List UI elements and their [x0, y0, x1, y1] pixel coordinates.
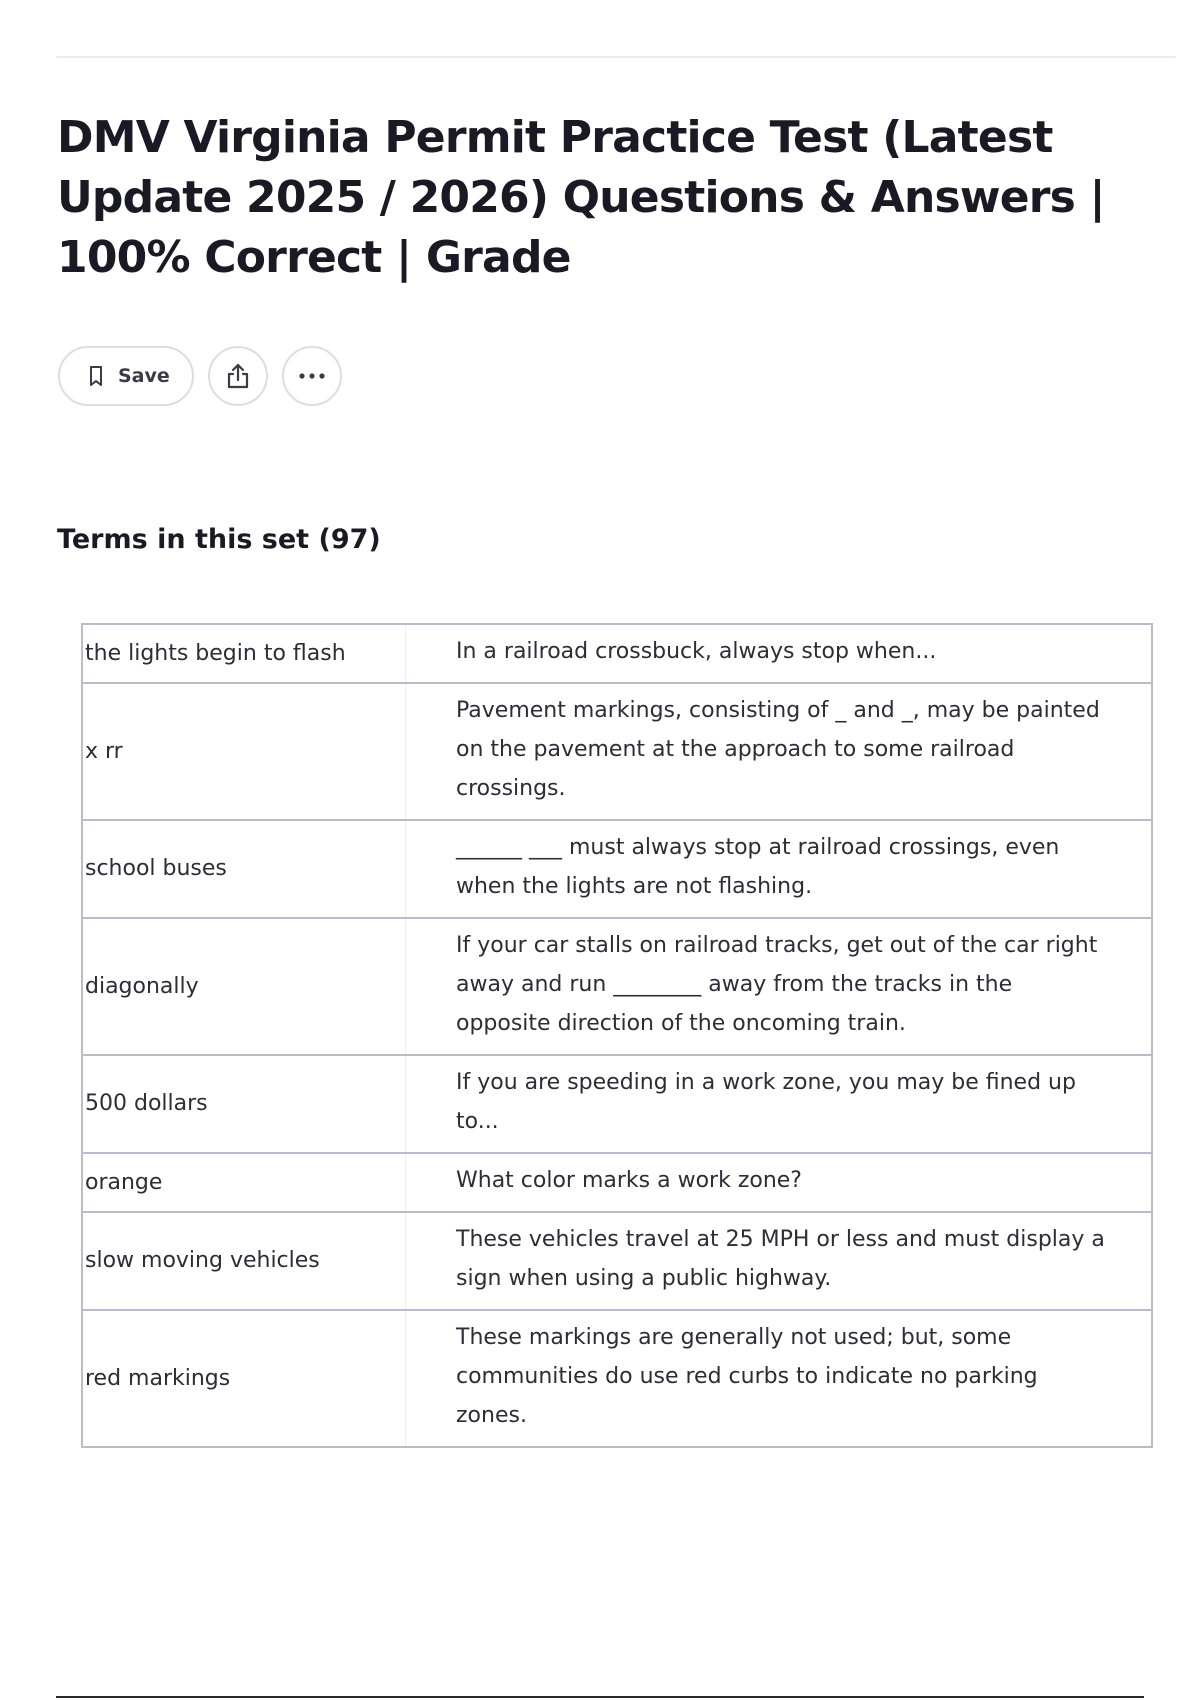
term-cell: diagonally [82, 918, 406, 1055]
term-cell: slow moving vehicles [82, 1212, 406, 1310]
definition-cell: Pavement markings, consisting of _ and _, may be painted on the pavement at the approach to some railroad crossings. [406, 683, 1153, 820]
definition-cell: If your car stalls on railroad tracks, get out of the car right away and run ________ away from the tracks in the opposite direction of the oncoming train. [406, 918, 1153, 1055]
more-options-button[interactable] [282, 346, 342, 406]
term-cell: 500 dollars [82, 1055, 406, 1153]
term-cell: red markings [82, 1310, 406, 1447]
definition-cell: If you are speeding in a work zone, you may be fined up to... [406, 1055, 1153, 1153]
table-row [82, 918, 1152, 1055]
page-title: DMV Virginia Permit Practice Test (Latest Update 2025 / 2026) Questions & Answers | 100% Correct | Grade [57, 112, 1105, 283]
table-row [82, 1212, 1152, 1310]
definition-cell: What color marks a work zone? [406, 1153, 1153, 1212]
table-row [82, 1153, 1152, 1212]
definition-cell: ______ ___ must always stop at railroad crossings, even when the lights are not flashing. [406, 820, 1153, 918]
more-icon [297, 372, 327, 380]
term-cell: x rr [82, 683, 406, 820]
term-cell: orange [82, 1153, 406, 1212]
table-row [82, 683, 1152, 820]
table-row [82, 1310, 1152, 1447]
share-icon [224, 361, 252, 391]
term-cell: school buses [82, 820, 406, 918]
terms-table [81, 623, 1153, 1448]
bookmark-icon [86, 365, 106, 387]
terms-heading: Terms in this set (97) [57, 524, 381, 555]
definition-cell: These vehicles travel at 25 MPH or less and must display a sign when using a public highway. [406, 1212, 1153, 1310]
share-button[interactable] [208, 346, 268, 406]
table-row [82, 624, 1152, 683]
top-divider [56, 56, 1176, 58]
term-cell: the lights begin to flash [82, 624, 406, 683]
table-row [82, 820, 1152, 918]
definition-cell: These markings are generally not used; but, some communities do use red curbs to indicate no parking zones. [406, 1310, 1153, 1447]
save-label: Save [118, 365, 170, 387]
bottom-divider [56, 1696, 1144, 1698]
definition-cell: In a railroad crossbuck, always stop when... [406, 624, 1153, 683]
save-button[interactable] [58, 346, 194, 406]
table-row [82, 1055, 1152, 1153]
action-bar [58, 346, 356, 406]
